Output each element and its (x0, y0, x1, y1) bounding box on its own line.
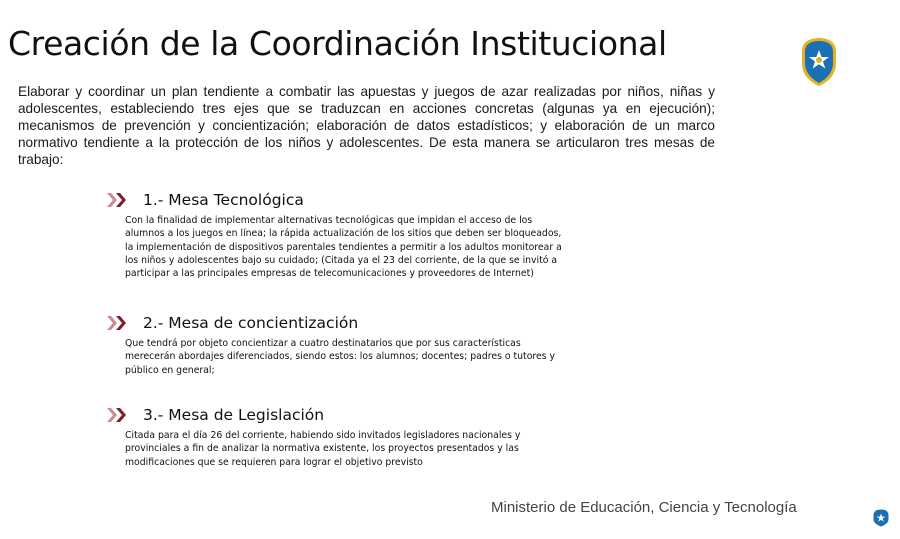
mesa-description: Con la finalidad de implementar alternativas tecnológicas que impidan el acceso de los alumnos a los juegos en línea; la rápida actualización de los sitios que deben ser bloqueados, la implementación de dispositivos parentales tendientes a permitir a los adultos monitorear a los niños y adolescentes bajo su cuidado; (Citada ya el 23 del corriente, de la que se invitó a participar a las principales empresas de telecomunicaciones y proveedores de Internet) (125, 215, 562, 280)
shield-logo-small-icon (873, 509, 889, 527)
mesa-description: Que tendrá por objeto concientizar a cuatro destinatarios que por sus características merecerán abordajes diferenciados, siendo estos: los alumnos; docentes; padres o tutores y público en general; (125, 338, 556, 376)
mesa-title: 2.- Mesa de concientización (143, 314, 359, 332)
shield-logo-icon (800, 37, 838, 87)
double-chevron-right-icon (107, 407, 135, 423)
intro-paragraph: Elaborar y coordinar un plan tendiente a combatir las apuestas y juegos de azar realizadas por niños, niñas y adolescentes, estableciendo tres ejes que se traduzcan en acciones concretas (algunas ya en ejecución); mecanismos de prevención y concientización; elaboración de datos estadísticos; y elaboración de un marco normativo tendiente a la protección de los niños y adolescentes. De esta manera se articularon tres mesas de trabajo: (18, 84, 715, 167)
mesa-concientizacion (107, 312, 567, 377)
mesa-title: 3.- Mesa de Legislación (143, 406, 325, 424)
slide-title: Creación de la Coordinación Institucional (8, 24, 667, 63)
mesa-legislacion (107, 404, 567, 469)
double-chevron-right-icon (107, 192, 135, 208)
mesa-title: 1.- Mesa Tecnológica (143, 191, 304, 209)
footer-ministry: Ministerio de Educación, Ciencia y Tecnología (491, 499, 797, 516)
mesa-description: Citada para el día 26 del corriente, habiendo sido invitados legisladores nacionales y provinciales a fin de analizar la normativa existente, los proyectos presentados y las modificaciones que se requieren para lograr el objetivo previsto (125, 430, 521, 468)
mesa-tecnologica (107, 189, 567, 280)
double-chevron-right-icon (107, 315, 135, 331)
